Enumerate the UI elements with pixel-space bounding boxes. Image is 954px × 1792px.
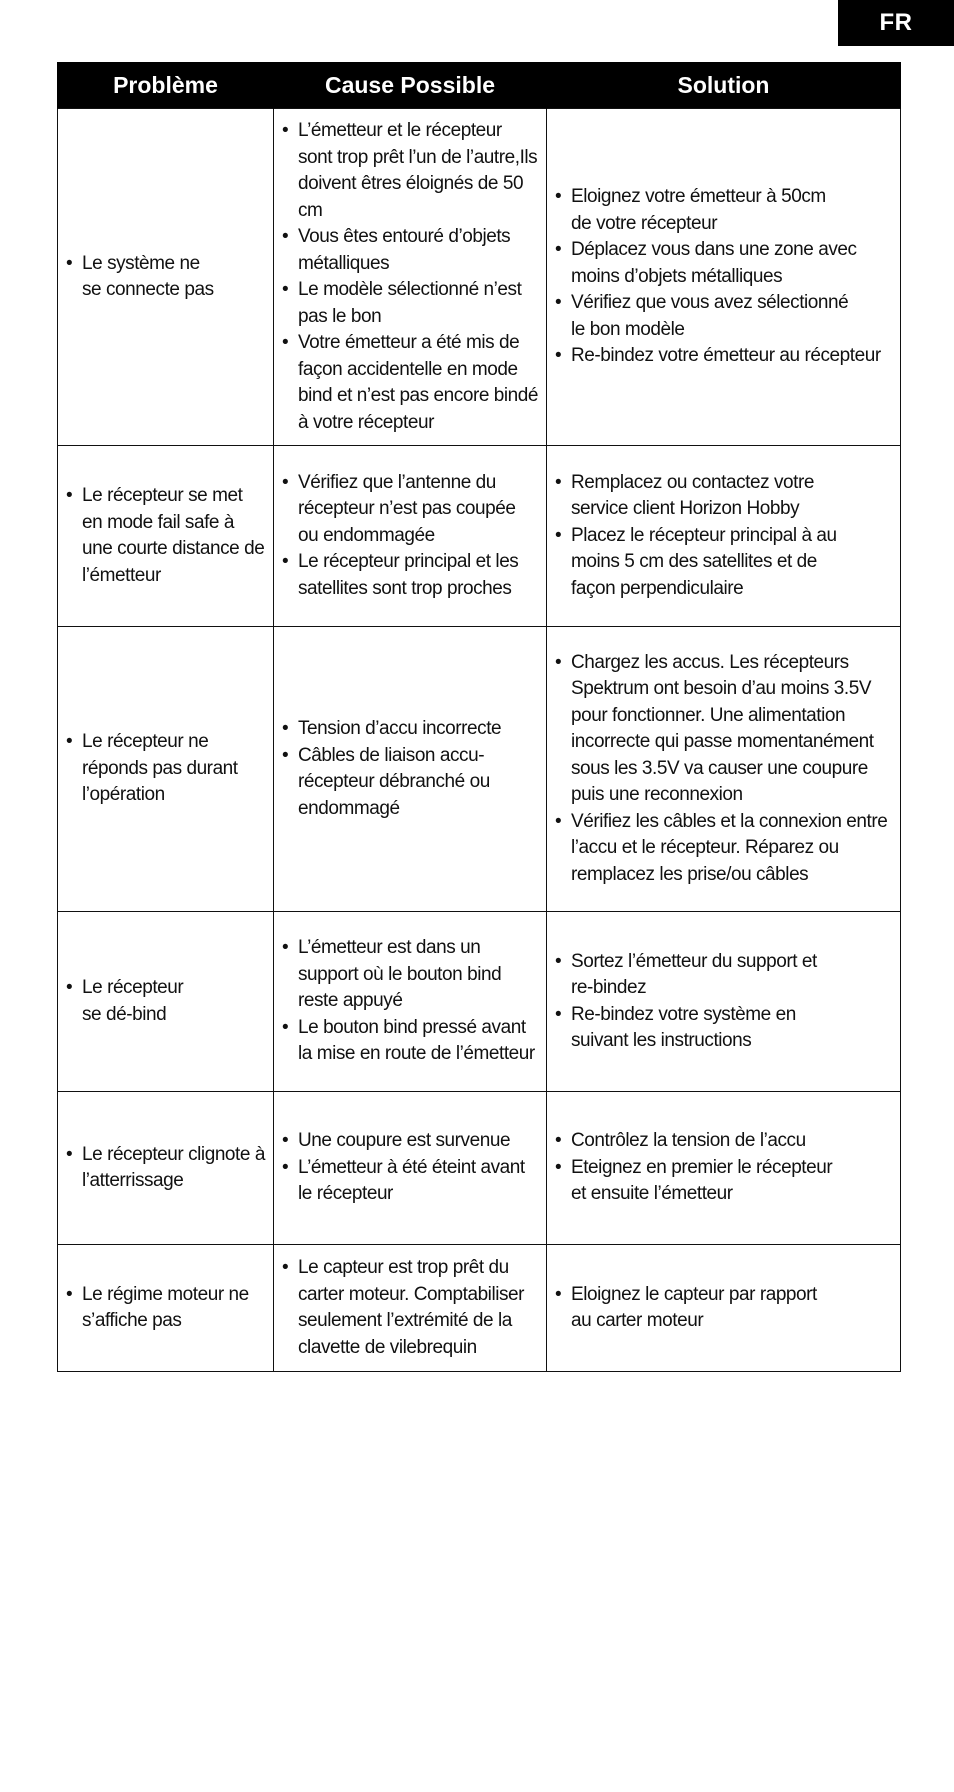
list-item: • Câbles de liaison accu-récepteur débranché ou endommagé	[282, 743, 538, 823]
solution-cell	[547, 109, 901, 446]
table-row	[58, 627, 901, 912]
list-item: • Une coupure est survenue	[282, 1128, 538, 1155]
table-row	[58, 1092, 901, 1245]
cause-cell	[274, 627, 547, 912]
list-item: • Vérifiez que l’antenne du récepteur n’est pas coupée ou endommagée	[282, 470, 538, 550]
list-item: • Le système ne se connecte pas	[66, 251, 220, 304]
problem-cell	[58, 1092, 274, 1245]
solution-cell	[547, 1245, 901, 1372]
list-item: • Le récepteur se dé-bind	[66, 975, 197, 1028]
solution-cell	[547, 1092, 901, 1245]
table-row	[58, 109, 901, 446]
table-row	[58, 446, 901, 627]
list-item: • Remplacez ou contactez votre service client Horizon Hobby	[555, 470, 833, 523]
list-item: • Votre émetteur a été mis de façon accidentelle en mode bind et n’est pas encore bindé à votre récepteur	[282, 330, 538, 436]
problem-cell	[58, 1245, 274, 1372]
list-item: • Le récepteur ne réponds pas durant l’opération	[66, 729, 265, 809]
list-item: • Chargez les accus. Les récepteurs Spektrum ont besoin d’au moins 3.5V pour fonctionner. Une alimentation incorrecte qui passe momentanément sous les 3.5V va causer une coupure puis une reconnexion	[555, 650, 892, 809]
list-item: • Le récepteur clignote à l’atterrissage	[66, 1142, 265, 1195]
list-item: • Vérifiez que vous avez sélectionné le bon modèle	[555, 290, 856, 343]
list-item: • Vérifiez les câbles et la connexion entre l’accu et le récepteur. Réparez ou remplacez les prise/ou câbles	[555, 809, 892, 889]
header-problem: Problème	[58, 62, 274, 109]
solution-cell	[547, 627, 901, 912]
list-item: • Le modèle sélectionné n’est pas le bon	[282, 277, 538, 330]
cause-cell	[274, 912, 547, 1092]
list-item: • Déplacez vous dans une zone avec moins d’objets métalliques	[555, 237, 892, 290]
list-item: • Vous êtes entouré d’objets métalliques	[282, 224, 538, 277]
list-item: • Eloignez votre émetteur à 50cm de votre récepteur	[555, 184, 833, 237]
problem-cell	[58, 627, 274, 912]
list-item: • Contrôlez la tension de l’accu	[555, 1128, 892, 1155]
list-item: • Eteignez en premier le récepteur et ensuite l’émetteur	[555, 1155, 846, 1208]
header-solution: Solution	[547, 62, 901, 109]
cause-cell	[274, 1092, 547, 1245]
cause-cell	[274, 109, 547, 446]
problem-cell	[58, 109, 274, 446]
troubleshooting-table	[57, 62, 901, 1372]
list-item: • Re-bindez votre émetteur au récepteur	[555, 343, 892, 370]
table-header-row	[58, 62, 901, 109]
list-item: • Re-bindez votre système en suivant les instructions	[555, 1002, 821, 1055]
list-item: • Le capteur est trop prêt du carter moteur. Comptabiliser seulement l’extrémité de la clavette de vilebrequin	[282, 1255, 538, 1361]
cause-cell	[274, 1245, 547, 1372]
list-item: • Le bouton bind pressé avant la mise en route de l’émetteur	[282, 1015, 538, 1068]
list-item: • Placez le récepteur principal à au moins 5 cm des satellites et de façon perpendiculaire	[555, 523, 856, 603]
problem-cell	[58, 446, 274, 627]
cause-cell	[274, 446, 547, 627]
table-row	[58, 1245, 901, 1372]
header-cause: Cause Possible	[274, 62, 547, 109]
list-item: • L’émetteur et le récepteur sont trop prêt l’un de l’autre,Ils doivent êtres éloignés de 50 cm	[282, 118, 538, 224]
list-item: • Le récepteur principal et les satellites sont trop proches	[282, 549, 538, 602]
solution-cell	[547, 912, 901, 1092]
list-item: • Le régime moteur ne s’affiche pas	[66, 1282, 265, 1335]
language-tab: FR	[838, 0, 954, 46]
solution-cell	[547, 446, 901, 627]
table-row	[58, 912, 901, 1092]
list-item: • Eloignez le capteur par rapport au carter moteur	[555, 1282, 841, 1335]
problem-cell	[58, 912, 274, 1092]
list-item: • Le récepteur se met en mode fail safe à une courte distance de l’émetteur	[66, 483, 265, 589]
list-item: • L’émetteur à été éteint avant le récepteur	[282, 1155, 538, 1208]
list-item: • Tension d’accu incorrecte	[282, 716, 538, 743]
list-item: • Sortez l’émetteur du support et re-bindez	[555, 949, 821, 1002]
list-item: • L’émetteur est dans un support où le bouton bind reste appuyé	[282, 935, 538, 1015]
